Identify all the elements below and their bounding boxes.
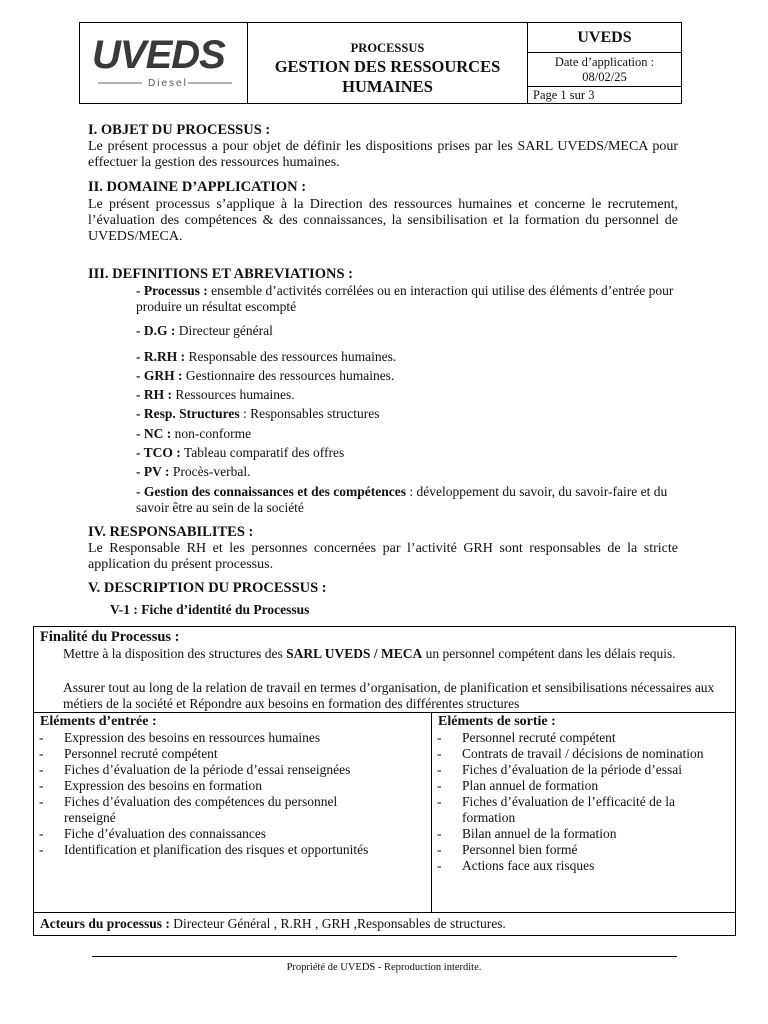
inputs-label: Eléments d’entrée : bbox=[40, 714, 157, 729]
actors-label: Acteurs du processus : bbox=[40, 916, 170, 931]
definition-item: - R.RH : Responsable des ressources humaines. bbox=[136, 349, 397, 364]
input-item: - Identification et planification des risques et opportunités bbox=[34, 842, 431, 858]
definition-item: - Gestion des connaissances et des compétences : développement du savoir, du savoir-faire et du savoir être au sein de la société bbox=[136, 484, 668, 515]
definition-item: - RH : Ressources humaines. bbox=[136, 387, 295, 402]
process-label: PROCESSUS bbox=[350, 41, 425, 55]
definition-item: - Resp. Structures : Responsables structures bbox=[136, 406, 380, 421]
svg-text:Diesel: Diesel bbox=[148, 78, 188, 89]
outputs-label: Eléments de sortie : bbox=[438, 714, 556, 729]
section-text: Le présent processus a pour objet de définir les dispositions prises par les SARL UVEDS/MECA pour effectuer la gestion des ressources humaines. bbox=[88, 139, 678, 170]
section-definitions bbox=[88, 266, 678, 282]
definition-item: - TCO : Tableau comparatif des offres bbox=[136, 445, 345, 460]
input-item: - Expression des besoins en formation bbox=[34, 778, 431, 794]
section-heading: IV. RESPONSABILITES : bbox=[88, 524, 254, 540]
section-heading: I. OBJET DU PROCESSUS : bbox=[88, 122, 271, 138]
section-heading: V. DESCRIPTION DU PROCESSUS : bbox=[88, 580, 327, 596]
date-value: 08/02/25 bbox=[582, 70, 627, 84]
outputs-cell bbox=[432, 713, 735, 912]
input-item: - Fiche d’évaluation des connaissances bbox=[34, 826, 431, 842]
process-title-line2: HUMAINES bbox=[342, 77, 433, 96]
definition-item: - PV : Procès-verbal. bbox=[136, 464, 251, 479]
finalite-label: Finalité du Processus : bbox=[40, 629, 180, 645]
section-domaine bbox=[88, 179, 678, 245]
finalite-cell bbox=[34, 627, 735, 713]
output-item: - Fiches d’évaluation de l’efficacité de la formation bbox=[432, 794, 735, 826]
application-date bbox=[528, 53, 681, 87]
footer-divider bbox=[92, 956, 677, 957]
output-item: - Bilan annuel de la formation bbox=[432, 826, 735, 842]
section-responsabilites bbox=[88, 524, 678, 573]
footer-text: Propriété de UVEDS - Reproduction interdite. bbox=[286, 962, 482, 973]
section-text: Le présent processus s’applique à la Direction des ressources humaines et concerne le recrutement, l’évaluation des compétences & des connaissances, la sensibilisation et la formation du personnel de UVEDS/MECA. bbox=[88, 197, 678, 244]
inputs-cell bbox=[34, 713, 432, 912]
svg-text:UVEDS: UVEDS bbox=[92, 33, 225, 77]
subsection-heading: V-1 : Fiche d’identité du Processus bbox=[110, 602, 310, 617]
document-header bbox=[79, 22, 682, 104]
finalite-text-2: Assurer tout au long de la relation de travail en termes d’organisation, de planification et sensibilisations nécessaires aux métiers de la société et Répondre aux besoins en formation des différentes structures bbox=[63, 680, 715, 711]
elements-row bbox=[34, 713, 735, 913]
output-item: - Personnel recruté compétent bbox=[432, 730, 735, 746]
input-item: - Personnel recruté compétent bbox=[34, 746, 431, 762]
actors-row bbox=[40, 916, 506, 932]
definition-item: - Processus : ensemble d’activités corrélées ou en interaction qui utilise des éléments d’entrée pour produire un résultat escompté bbox=[136, 283, 674, 314]
header-meta-cell bbox=[528, 23, 681, 103]
output-item: - Fiches d’évaluation de la période d’essai bbox=[432, 762, 735, 778]
definition-item: - D.G : Directeur général bbox=[136, 323, 273, 338]
section-objet bbox=[88, 122, 678, 171]
process-title-line1: GESTION DES RESSOURCES bbox=[274, 57, 501, 76]
output-item: - Contrats de travail / décisions de nomination bbox=[432, 746, 735, 762]
actors-text: Directeur Général , R.RH , GRH ,Responsables de structures. bbox=[169, 916, 506, 931]
header-brand: UVEDS bbox=[528, 23, 681, 53]
section-text: Le Responsable RH et les personnes concernées par l’activité GRH sont responsables de la stricte application du présent processus. bbox=[88, 541, 678, 572]
logo bbox=[80, 23, 248, 103]
input-item: - Fiches d’évaluation de la période d’essai renseignées bbox=[34, 762, 431, 778]
section-description bbox=[88, 580, 678, 618]
output-item: - Actions face aux risques bbox=[432, 858, 735, 874]
date-label: Date d’application : bbox=[554, 55, 655, 69]
output-item: - Plan annuel de formation bbox=[432, 778, 735, 794]
definition-item: - NC : non-conforme bbox=[136, 426, 252, 441]
input-item: - Expression des besoins en ressources humaines bbox=[34, 730, 431, 746]
input-item: - Fiches d’évaluation des compétences du personnel renseigné bbox=[34, 794, 431, 826]
definition-item: - GRH : Gestionnaire des ressources humaines. bbox=[136, 368, 395, 383]
section-heading: II. DOMAINE D’APPLICATION : bbox=[88, 179, 307, 195]
header-title-cell bbox=[248, 23, 528, 103]
finalite-text-1: Mettre à la disposition des structures des SARL UVEDS / MECA un personnel compétent dans les délais requis. bbox=[63, 646, 676, 661]
output-item: - Personnel bien formé bbox=[432, 842, 735, 858]
page-number: Page 1 sur 3 bbox=[533, 88, 595, 102]
uveds-logo-icon bbox=[80, 23, 246, 103]
process-identity-table bbox=[33, 626, 736, 936]
section-heading: III. DEFINITIONS ET ABREVIATIONS : bbox=[88, 266, 353, 282]
